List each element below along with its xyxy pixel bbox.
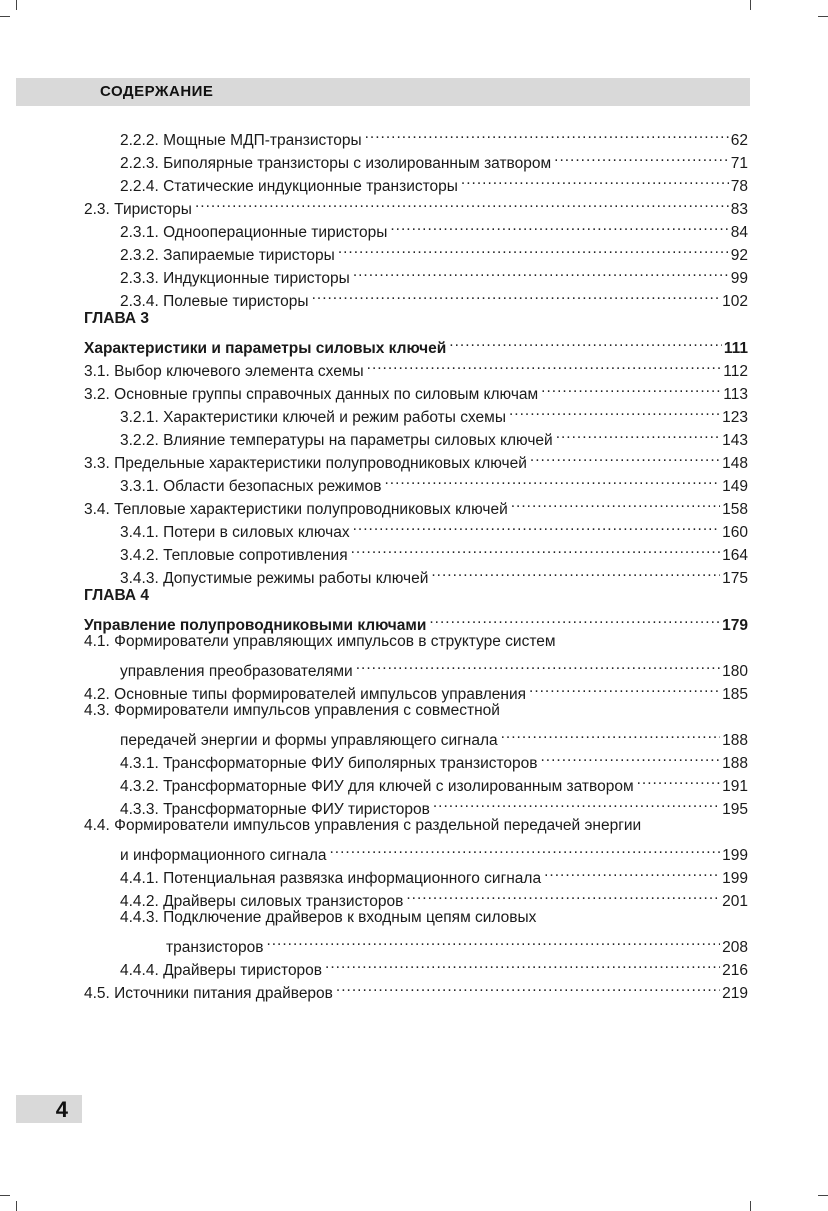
toc-entry[interactable]: 4.4.1. Потенциальная развязка информационного сигнала ..... 199 — [84, 860, 748, 883]
crop-mark — [0, 1195, 10, 1196]
toc-entry[interactable]: 3.4.3. Допустимые режимы работы ключей ..... 175 — [84, 560, 748, 583]
toc-entry[interactable]: 2.2.3. Биполярные транзисторы с изолированным затвором ..... 71 — [84, 145, 748, 168]
page-number: 4 — [55, 1097, 68, 1122]
toc-entry[interactable]: 2.3.2. Запираемые тиристоры ..... 92 — [84, 237, 748, 260]
toc-entry[interactable]: и информационного сигнала ..... 199 — [84, 837, 748, 860]
toc-entry[interactable]: 3.2. Основные группы справочных данных по силовым ключам ..... 113 — [84, 376, 748, 399]
toc-entry[interactable]: управления преобразователями ..... 180 — [84, 653, 748, 676]
toc-entry[interactable]: 3.3.1. Области безопасных режимов ..... 149 — [84, 468, 748, 491]
toc-entry[interactable]: 3.4.2. Тепловые сопротивления ..... 164 — [84, 537, 748, 560]
toc-entry[interactable]: 2.3. Тиристоры ..... 83 — [84, 191, 748, 214]
toc-entry[interactable]: 3.2.1. Характеристики ключей и режим работы схемы ..... 123 — [84, 399, 748, 422]
toc-entry[interactable]: 4.4.2. Драйверы силовых транзисторов ..... 201 — [84, 883, 748, 906]
toc-chapter-entry[interactable]: Характеристики и параметры силовых ключей ..... 111 — [84, 330, 748, 353]
toc-entry[interactable]: 3.2.2. Влияние температуры на параметры силовых ключей ..... 143 — [84, 422, 748, 445]
toc-entry[interactable]: 2.3.4. Полевые тиристоры ..... 102 — [84, 283, 748, 306]
toc-entry[interactable]: 2.2.4. Статические индукционные транзисторы ..... 78 — [84, 168, 748, 191]
crop-mark — [0, 16, 10, 17]
crop-mark — [16, 1201, 17, 1211]
crop-mark — [818, 16, 828, 17]
toc-entry-line[interactable]: 4.3. Формирователи импульсов управления с совместной — [84, 702, 500, 719]
crop-mark — [750, 0, 751, 10]
toc-entry-line[interactable]: 4.4.3. Подключение драйверов к входным цепям силовых — [120, 909, 537, 926]
toc-entry[interactable]: 4.3.2. Трансформаторные ФИУ для ключей с изолированным затвором ..... 191 — [84, 768, 748, 791]
toc-entry[interactable]: 3.4. Тепловые характеристики полупроводниковых ключей ..... 158 — [84, 491, 748, 514]
toc-entry[interactable]: 4.5. Источники питания драйверов ..... 219 — [84, 975, 748, 998]
page-title: СОДЕРЖАНИЕ — [100, 83, 214, 100]
crop-mark — [750, 1201, 751, 1211]
toc-entry[interactable]: 4.2. Основные типы формирователей импульсов управления ..... 185 — [84, 676, 748, 699]
running-header — [16, 78, 750, 106]
crop-mark — [818, 1195, 828, 1196]
table-of-contents — [84, 122, 748, 1002]
toc-entry-line[interactable]: 4.4. Формирователи импульсов управления с раздельной передачей энергии — [84, 817, 642, 834]
toc-entry[interactable]: 2.3.3. Индукционные тиристоры ..... 99 — [84, 260, 748, 283]
toc-entry[interactable]: 3.4.1. Потери в силовых ключах ..... 160 — [84, 514, 748, 537]
toc-entry[interactable]: 2.3.1. Однооперационные тиристоры ..... 84 — [84, 214, 748, 237]
toc-entry[interactable]: передачей энергии и формы управляющего сигнала ..... 188 — [84, 722, 748, 745]
chapter-heading: ГЛАВА 3 — [84, 310, 150, 327]
toc-entry[interactable]: 4.4.4. Драйверы тиристоров ..... 216 — [84, 952, 748, 975]
page-number-box — [16, 1095, 82, 1123]
toc-entry[interactable]: 3.3. Предельные характеристики полупроводниковых ключей ..... 148 — [84, 445, 748, 468]
toc-entry[interactable]: 3.1. Выбор ключевого элемента схемы ..... 112 — [84, 353, 748, 376]
toc-chapter-entry[interactable]: Управление полупроводниковыми ключами ..... 179 — [84, 607, 748, 630]
toc-entry[interactable]: транзисторов ..... 208 — [84, 929, 748, 952]
toc-entry[interactable]: 2.2.2. Мощные МДП-транзисторы ..... 62 — [84, 122, 748, 145]
chapter-heading: ГЛАВА 4 — [84, 587, 150, 604]
toc-entry[interactable]: 4.3.1. Трансформаторные ФИУ биполярных транзисторов ..... 188 — [84, 745, 748, 768]
toc-entry-line[interactable]: 4.1. Формирователи управляющих импульсов в структуре систем — [84, 633, 556, 650]
crop-mark — [16, 0, 17, 10]
toc-entry[interactable]: 4.3.3. Трансформаторные ФИУ тиристоров ..... 195 — [84, 791, 748, 814]
